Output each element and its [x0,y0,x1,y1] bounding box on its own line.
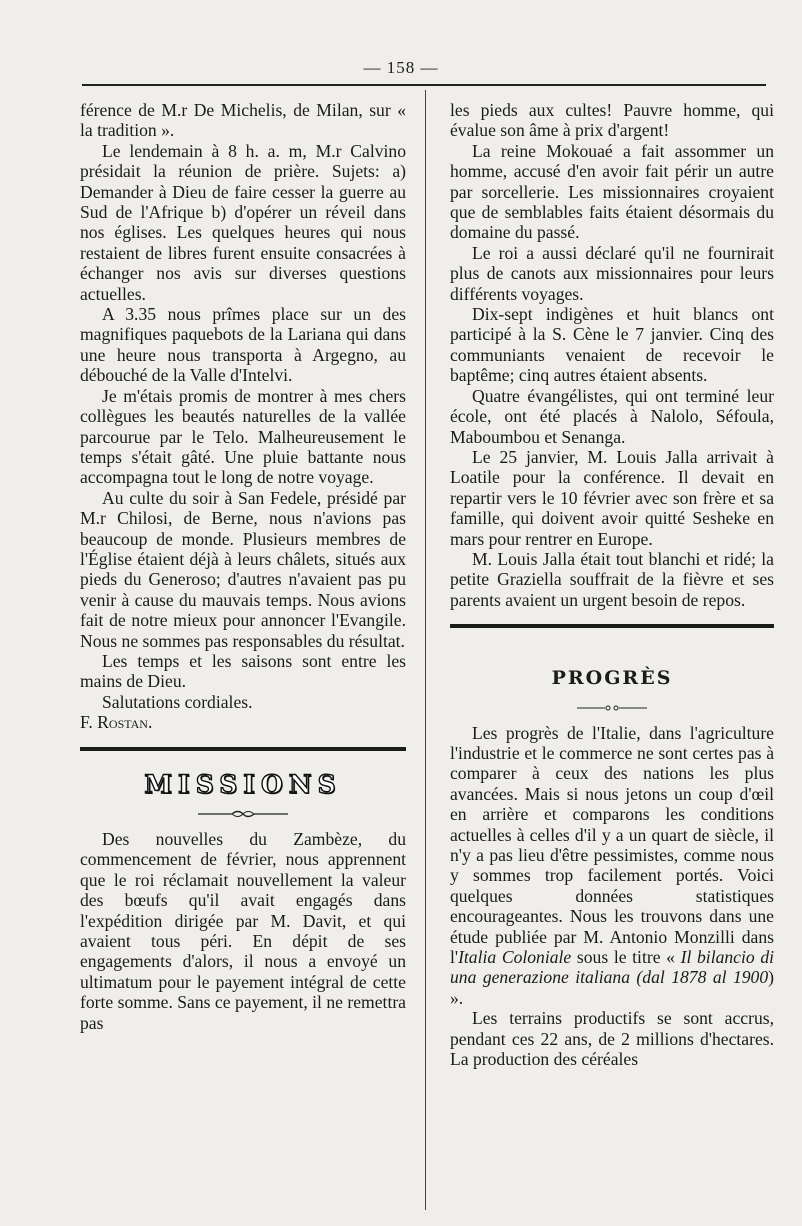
paragraph: Dix-sept indigènes et huit blancs ont participé à la S. Cène le 7 janvier. Cinq des communiants venaient de recevoir le baptême; cinq autres étaient absents. [450,304,774,386]
progres-text: sous le titre « [571,947,681,968]
paragraph: Salutations cordiales. [102,691,253,712]
journal-title: Italia Coloniale [458,947,572,968]
left-column [80,100,406,1033]
column-divider [425,90,426,1210]
paragraph: Au culte du soir à San Fedele, présidé par M.r Chilosi, de Berne, nous n'avions pas beaucoup de monde. Plusieurs membres de l'Église étaient déjà à leurs châlets, situés aux pieds du Generoso; d'autres n'avaient pas pu venir à cause du mauvais temps. Nous avions fait de notre mieux pour annoncer l'Evangile. Nous ne sommes pas responsables du résultat. [80,487,406,651]
paragraph: Le roi a aussi déclaré qu'il ne fournirait plus de canots aux missionnaires pour leurs différents voyages. [450,242,774,304]
right-column [450,100,774,1069]
section-rule [450,624,774,628]
section-rule [80,747,406,751]
paragraph: Je m'étais promis de montrer à mes chers collègues les beautés naturelles de la vallée parcourue par le Telo. Malheureusement le temps s'était gâté. Une pluie battante nous accompagna tout le long de notre voyage. [80,385,406,488]
paragraph: A 3.35 nous prîmes place sur un des magnifiques paquebots de la Lariana qui dans une heure nous transporta à Argegno, au débouché de la Valle d'Intelvi. [80,304,406,386]
progres-text: Les progrès de l'Italie, dans l'agriculture l'industrie et le commerce ne sont certes pas à comparer à ceux des nations les plus avancées. Mais si nous jetons un coup d'œil en arrière et comparons les conditions actuelles à celles d'il y a un quart de siècle, il n'y a pas lieu d'être pessimistes, comme nous y sommes trop facilement portés. Voici quelques données statistiques encourageantes. Nous les trouvons dans une étude publiée par M. Antonio Monzilli dans l' [450,722,774,968]
paragraph: les pieds aux cultes! Pauvre homme, qui évalue son âme à prix d'argent! [450,100,774,141]
progres-title: PROGRÈS [551,667,673,690]
paragraph: La reine Mokouaé a fait assommer un homme, accusé d'en avoir fait périr un autre par sorcellerie. Les missionnaires croyaient que de semblables faits étaient désormais du domaine du passé. [450,140,774,243]
paragraph: férence de M.r De Michelis, de Milan, sur « la tradition ». [80,100,406,141]
paragraph: Le 25 janvier, M. Louis Jalla arrivait à Loatile pour la conférence. Il devait en repartir vers le 10 février avec son frère et sa famille, qui doivent avoir quitté Sesheke en mars pour rentrer en Europe. [450,446,774,549]
paragraph: Le lendemain à 8 h. a. m, M.r Calvino présidait la réunion de prière. Sujets: a) Demander à Dieu de faire cesser la guerre au Sud de l'Afrique b) d'opérer un réveil dans nos églises. Les quelques heures qui nous restaient de libres furent ensuite consacrées à échanger nos avis sur diverses questions actuelles. [80,140,406,304]
progres-paragraph: Les terrains productifs se sont accrus, pendant ces 22 ans, de 2 millions d'hectares. La production des céréales [450,1008,774,1070]
signature: F. Rostan. [80,712,153,733]
ornament-icon [80,803,406,815]
missions-title: MISSIONS [144,769,342,799]
paragraph: Quatre évangélistes, qui ont terminé leur école, ont été placés à Nalolo, Séfoula, Maboumbou et Senanga. [450,385,774,447]
study-title: Il bilancio di una generazione italiana (dal 1878 al 1900 [450,947,775,988]
header-rule [82,84,766,86]
paragraph: Les temps et les saisons sont entre les mains de Dieu. [80,650,406,692]
paragraph: M. Louis Jalla était tout blanchi et ridé; la petite Graziella souffrait de la fièvre et ses parents avaient un urgent besoin de repos. [450,548,774,610]
progres-text: ) ». [450,967,774,1008]
page-number: — 158 — [363,58,439,77]
missions-paragraph: Des nouvelles du Zambèze, du commencement de février, nous apprennent que le roi réclamait nouvellement la valeur des bœufs qu'il avait engagés dans l'expédition dirigée par M. Davit, et qui avaient tous péri. En dépit de ses engagements d'alors, il nous a envoyé un ultimatum pour le payement intégral de cette forte somme. Sans ce payement, il ne remettra pas [80,829,406,1033]
progres-paragraph [450,723,774,1009]
ornament-icon [450,697,774,709]
